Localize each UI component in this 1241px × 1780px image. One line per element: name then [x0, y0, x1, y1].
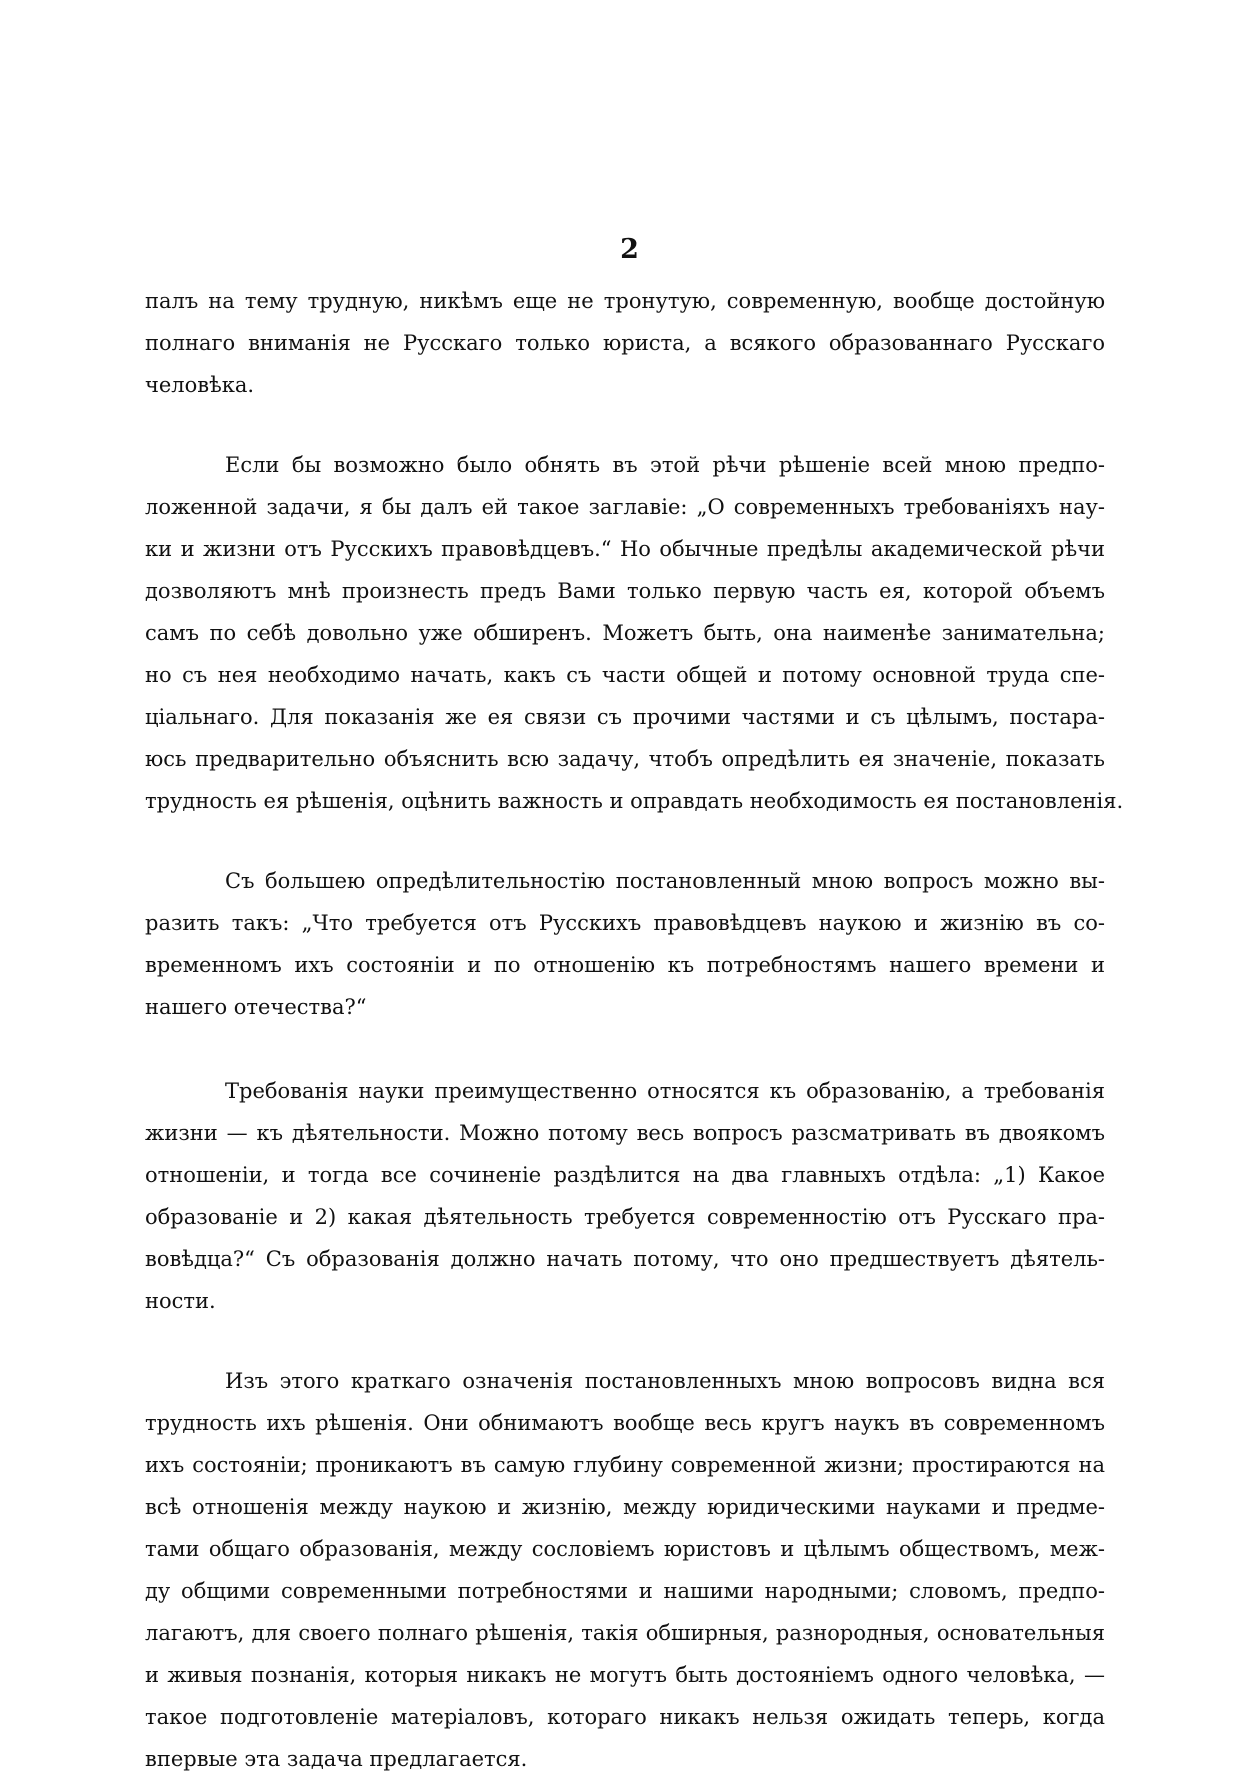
text-line: Съ большею опредѣлительностію постановленный мною вопросъ можно вы- — [225, 869, 1105, 893]
text-line: человѣка. — [145, 373, 255, 397]
text-line: образованіе и 2) какая дѣятельность требуется современностію отъ Русскаго пра- — [145, 1205, 1105, 1229]
text-line: трудность ихъ рѣшенія. Они обнимаютъ вообще весь кругъ наукъ въ современномъ — [145, 1411, 1105, 1435]
text-line: трудность ея рѣшенія, оцѣнить важность и оправдать необходимость ея постановленія. — [145, 789, 1124, 813]
text-line: полнаго вниманія не Русскаго только юриста, а всякого образованнаго Русскаго — [145, 331, 1105, 355]
text-line: ціальнаго. Для показанія же ея связи съ прочими частями и съ цѣлымъ, постара- — [145, 705, 1105, 729]
paragraph-2 — [145, 444, 1124, 822]
paragraph-4 — [145, 1070, 1105, 1322]
text-line: юсь предварительно объяснить всю задачу, чтобъ опредѣлить ея значеніе, показать — [145, 747, 1105, 771]
body-text — [145, 280, 1124, 1780]
text-line: ихъ состояніи; проникаютъ въ самую глубину современной жизни; простираются на — [145, 1453, 1105, 1477]
text-line: и живыя познанія, которыя никакъ не могутъ быть достояніемъ одного человѣка, — — [145, 1663, 1105, 1687]
text-line: ности. — [145, 1289, 216, 1313]
paragraph-3 — [145, 860, 1105, 1028]
text-line: тами общаго образованія, между сословіемъ юристовъ и цѣлымъ обществомъ, меж- — [145, 1537, 1105, 1561]
text-line: временномъ ихъ состояніи и по отношенію къ потребностямъ нашего времени и — [145, 953, 1105, 977]
text-line: Если бы возможно было обнять въ этой рѣчи рѣшеніе всей мною предпо- — [225, 453, 1105, 477]
text-line: впервые эта задача предлагается. — [145, 1747, 528, 1771]
text-line: палъ на тему трудную, никѣмъ еще не тронутую, современную, вообще достойную — [145, 289, 1105, 313]
text-line: вовѣдца?“ Съ образованія должно начать потому, что оно предшествуетъ дѣятель- — [145, 1247, 1105, 1271]
text-line: разить такъ: „Что требуется отъ Русскихъ правовѣдцевъ наукою и жизнію въ со- — [145, 911, 1105, 935]
text-line: лагаютъ, для своего полнаго рѣшенія, такія обширныя, разнородныя, основательныя — [145, 1621, 1105, 1645]
text-line: Требованія науки преимущественно относятся къ образованію, а требованія — [225, 1079, 1105, 1103]
text-line: дозволяютъ мнѣ произнесть предъ Вами только первую часть ея, которой объемъ — [145, 579, 1105, 603]
text-line: самъ по себѣ довольно уже обширенъ. Можетъ быть, она наименѣе занимательна; — [145, 621, 1105, 645]
paragraph-5 — [145, 1360, 1105, 1780]
page-number: 2 — [620, 234, 640, 265]
text-line: такое подготовленіе матеріаловъ, котораго никакъ нельзя ожидать теперь, когда — [145, 1705, 1105, 1729]
text-line: но съ нея необходимо начать, какъ съ части общей и потому основной труда спе- — [145, 663, 1105, 687]
paragraph-1 — [145, 280, 1105, 406]
text-line: ду общими современными потребностями и нашими народными; словомъ, предпо- — [145, 1579, 1105, 1603]
text-line: жизни — къ дѣятельности. Можно потому весь вопросъ разсматривать въ двоякомъ — [145, 1121, 1105, 1145]
text-line: ложенной задачи, я бы далъ ей такое заглавіе: „О современныхъ требованіяхъ нау- — [145, 495, 1105, 519]
text-line: нашего отечества?“ — [145, 995, 367, 1019]
text-line: отношеніи, и тогда все сочиненіе раздѣлится на два главныхъ отдѣла: „1) Какое — [145, 1163, 1105, 1187]
text-line: Изъ этого краткаго означенія постановленныхъ мною вопросовъ видна вся — [225, 1369, 1105, 1393]
text-line: ки и жизни отъ Русскихъ правовѣдцевъ.“ Но обычные предѣлы академической рѣчи — [145, 537, 1105, 561]
text-line: всѣ отношенія между наукою и жизнію, между юридическими науками и предме- — [145, 1495, 1105, 1519]
